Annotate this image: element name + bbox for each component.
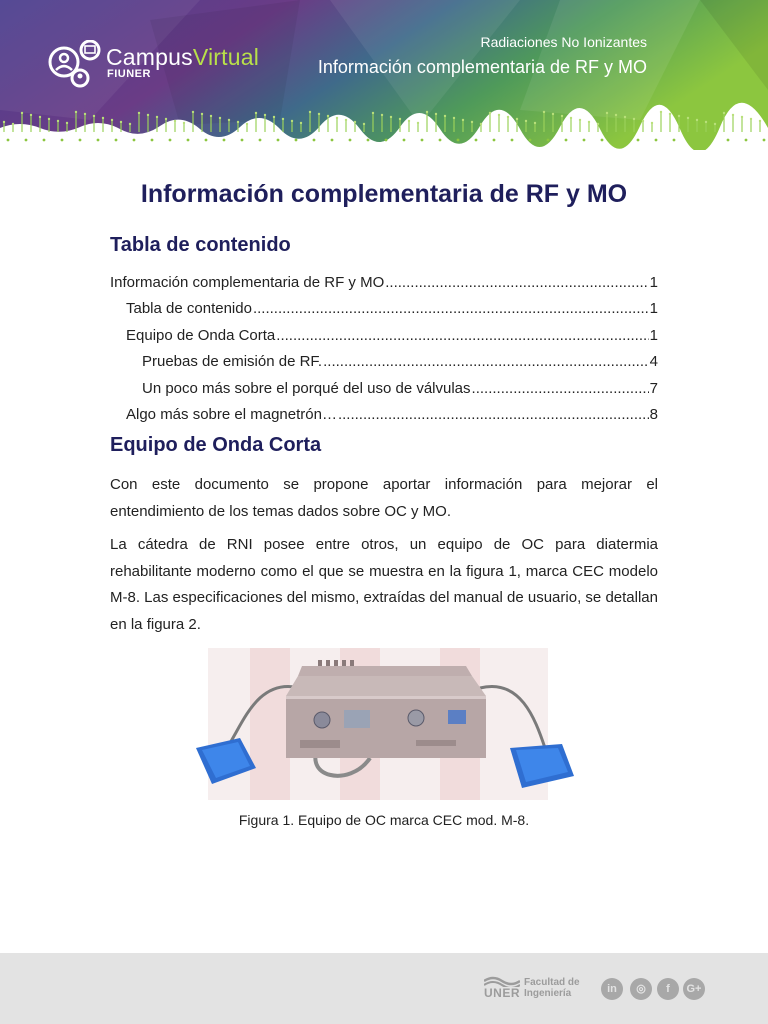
- table-of-contents: [110, 274, 658, 432]
- toc-item-page: 1: [649, 300, 658, 318]
- figure-diathermy-device: [190, 648, 582, 800]
- figure-caption: Figura 1. Equipo de OC marca CEC mod. M-8.: [238, 812, 530, 828]
- google-plus-icon[interactable]: G+: [683, 978, 705, 1000]
- linkedin-icon[interactable]: in: [601, 978, 623, 1000]
- toc-item-page: 8: [649, 405, 658, 423]
- toc-item-label: Equipo de Onda Corta: [126, 326, 276, 344]
- facebook-icon[interactable]: f: [657, 978, 679, 1000]
- toc-item[interactable]: [110, 353, 658, 379]
- toc-item-page: 7: [649, 379, 658, 397]
- toc-heading: Tabla de contenido: [110, 234, 291, 256]
- paragraph: La cátedra de RNI posee entre otros, un equipo de OC para diatermia rehabilitante moderno como el que se muestra en la figura 1, marca CEC modelo M-8. Las especificaciones del mismo, extraídas del manual de usuario, se detallan en la figura 2.: [110, 536, 658, 633]
- toc-item-page: 1: [649, 274, 658, 291]
- toc-leader: [472, 380, 649, 397]
- footer: [0, 953, 768, 1024]
- campus-virtual-logo[interactable]: [48, 40, 288, 88]
- toc-item[interactable]: [110, 380, 658, 406]
- header-page-title: Información complementaria de RF y MO: [317, 57, 647, 77]
- logo-sub-text: FIUNER: [107, 68, 151, 80]
- instagram-icon[interactable]: ◎: [630, 978, 652, 1000]
- toc-leader: [276, 327, 648, 344]
- toc-item[interactable]: [110, 406, 658, 432]
- toc-item-label: Tabla de contenido: [126, 300, 252, 318]
- people-chat-icon: [48, 40, 102, 88]
- toc-leader: [385, 274, 648, 291]
- toc-item-label: Un poco más sobre el porqué del uso de válvulas: [142, 379, 471, 397]
- header-banner: [0, 0, 768, 150]
- course-name: Radiaciones No Ionizantes: [480, 34, 647, 50]
- toc-item-label: Algo más sobre el magnetrón…: [126, 405, 337, 423]
- toc-item[interactable]: [110, 327, 658, 353]
- faculty-label: Facultad de Ingeniería: [524, 977, 580, 999]
- toc-item-page: 4: [649, 353, 658, 371]
- document-title: Información complementaria de RF y MO: [140, 180, 628, 208]
- uner-label: UNER: [484, 986, 521, 1000]
- toc-item-label: Información complementaria de RF y MO: [110, 274, 385, 291]
- uner-logo[interactable]: [484, 975, 594, 1005]
- toc-leader: [338, 406, 649, 423]
- toc-item[interactable]: [110, 300, 658, 326]
- toc-item[interactable]: [110, 274, 658, 300]
- toc-leader: [253, 300, 649, 317]
- section-heading: Equipo de Onda Corta: [110, 434, 322, 456]
- toc-item-page: 1: [649, 326, 658, 344]
- paragraph: Con este documento se propone aportar información para mejorar el entendimiento de los temas dados sobre OC y MO.: [110, 476, 658, 520]
- toc-item-label: Pruebas de emisión de RF.: [142, 353, 323, 371]
- toc-leader: [323, 353, 649, 370]
- logo-brand-text: CampusVirtual: [106, 44, 260, 70]
